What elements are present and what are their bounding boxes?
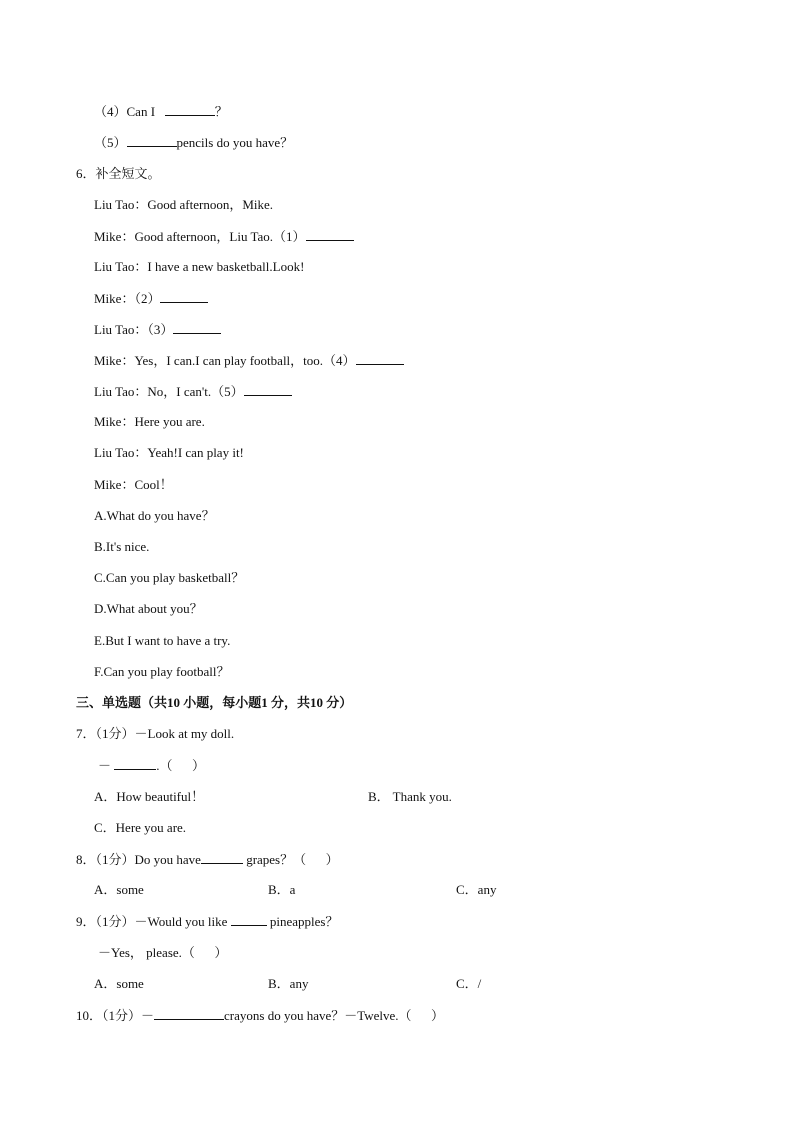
dialogue-line: Mike：Cool！ xyxy=(94,477,173,492)
answer-blank xyxy=(173,321,221,334)
answer-blank xyxy=(306,228,354,241)
question-10-stem xyxy=(76,1007,444,1024)
question-7-reply xyxy=(98,757,205,774)
dialogue-line-text: Mike：Good afternoon，Liu Tao.（1） xyxy=(94,229,306,244)
answer-blank xyxy=(356,352,404,365)
option-c: C.Can you play basketball？ xyxy=(94,570,245,585)
question-8-text: 8．（1分）Do you have xyxy=(76,852,201,867)
question-8-stem xyxy=(76,851,339,868)
dialogue-line: Liu Tao：Good afternoon，Mike. xyxy=(94,197,274,212)
answer-blank xyxy=(244,383,292,396)
answer-blank xyxy=(154,1007,224,1020)
question-9-stem xyxy=(76,913,338,930)
fill-item-4-end: ？ xyxy=(214,104,228,119)
dialogue-line-text: Mike：Yes，I can.I can play football，too.（4） xyxy=(94,353,356,368)
section-heading: 三、单选题（共10 小题，每小题1 分，共10 分） xyxy=(76,695,353,710)
dialogue-line: Mike：Here you are. xyxy=(94,414,205,429)
answer-blank xyxy=(160,290,208,303)
dialogue-line xyxy=(94,383,292,400)
dialogue-line-text: Liu Tao：No，I can't.（5） xyxy=(94,384,244,399)
question-9-end: pineapples？ xyxy=(266,914,339,929)
question-9-reply: －Yes， please.（ ） xyxy=(98,945,228,960)
dialogue-line xyxy=(94,290,208,307)
answer-blank xyxy=(201,851,243,864)
question-7-paren: .（ ） xyxy=(156,758,206,773)
fill-item-5-num: （5） xyxy=(94,135,127,150)
answer-blank xyxy=(114,757,156,770)
dialogue-line: Liu Tao：I have a new basketball.Look! xyxy=(94,259,305,274)
question-10-text: 10．（1分）－ xyxy=(76,1008,155,1023)
question-7-option-b: B． Thank you. xyxy=(368,789,452,804)
question-8-end: grapes？（ ） xyxy=(242,852,339,867)
option-f: F.Can you play football？ xyxy=(94,664,230,679)
question-8-option-b: B．a xyxy=(268,882,296,897)
answer-blank xyxy=(127,134,177,147)
question-9-option-a: A．some xyxy=(94,976,144,991)
option-b: B.It's nice. xyxy=(94,539,150,554)
question-9-text: 9．（1分）－Would you like xyxy=(76,914,231,929)
dialogue-line xyxy=(94,228,354,245)
fill-item-5-text: pencils do you have？ xyxy=(176,135,294,150)
fill-item-4 xyxy=(94,103,228,120)
dialogue-line-text: Liu Tao：（3） xyxy=(94,322,174,337)
option-d: D.What about you？ xyxy=(94,601,203,616)
question-9-option-b: B．any xyxy=(268,976,309,991)
dash: － xyxy=(98,758,112,773)
dialogue-line-text: Mike：（2） xyxy=(94,291,161,306)
question-8-option-c: C．any xyxy=(456,882,497,897)
answer-blank xyxy=(231,913,267,926)
option-a: A.What do you have？ xyxy=(94,508,215,523)
question-7-option-a: A．How beautiful！ xyxy=(94,789,205,804)
dialogue-line xyxy=(94,352,404,369)
question-7-option-c: C．Here you are. xyxy=(94,820,187,835)
answer-blank xyxy=(165,103,215,116)
fill-item-5 xyxy=(94,134,293,151)
question-8-option-a: A．some xyxy=(94,882,144,897)
question-9-option-c: C．/ xyxy=(456,976,482,991)
dialogue-line xyxy=(94,321,221,338)
question-6-heading: 6．补全短文。 xyxy=(76,166,161,181)
dialogue-line: Liu Tao：Yeah!I can play it! xyxy=(94,445,244,460)
option-e: E.But I want to have a try. xyxy=(94,633,231,648)
question-7-stem: 7．（1分）－Look at my doll. xyxy=(76,726,235,741)
fill-item-4-text: （4）Can I xyxy=(94,104,156,119)
question-10-end: crayons do you have？－Twelve.（ ） xyxy=(224,1008,445,1023)
